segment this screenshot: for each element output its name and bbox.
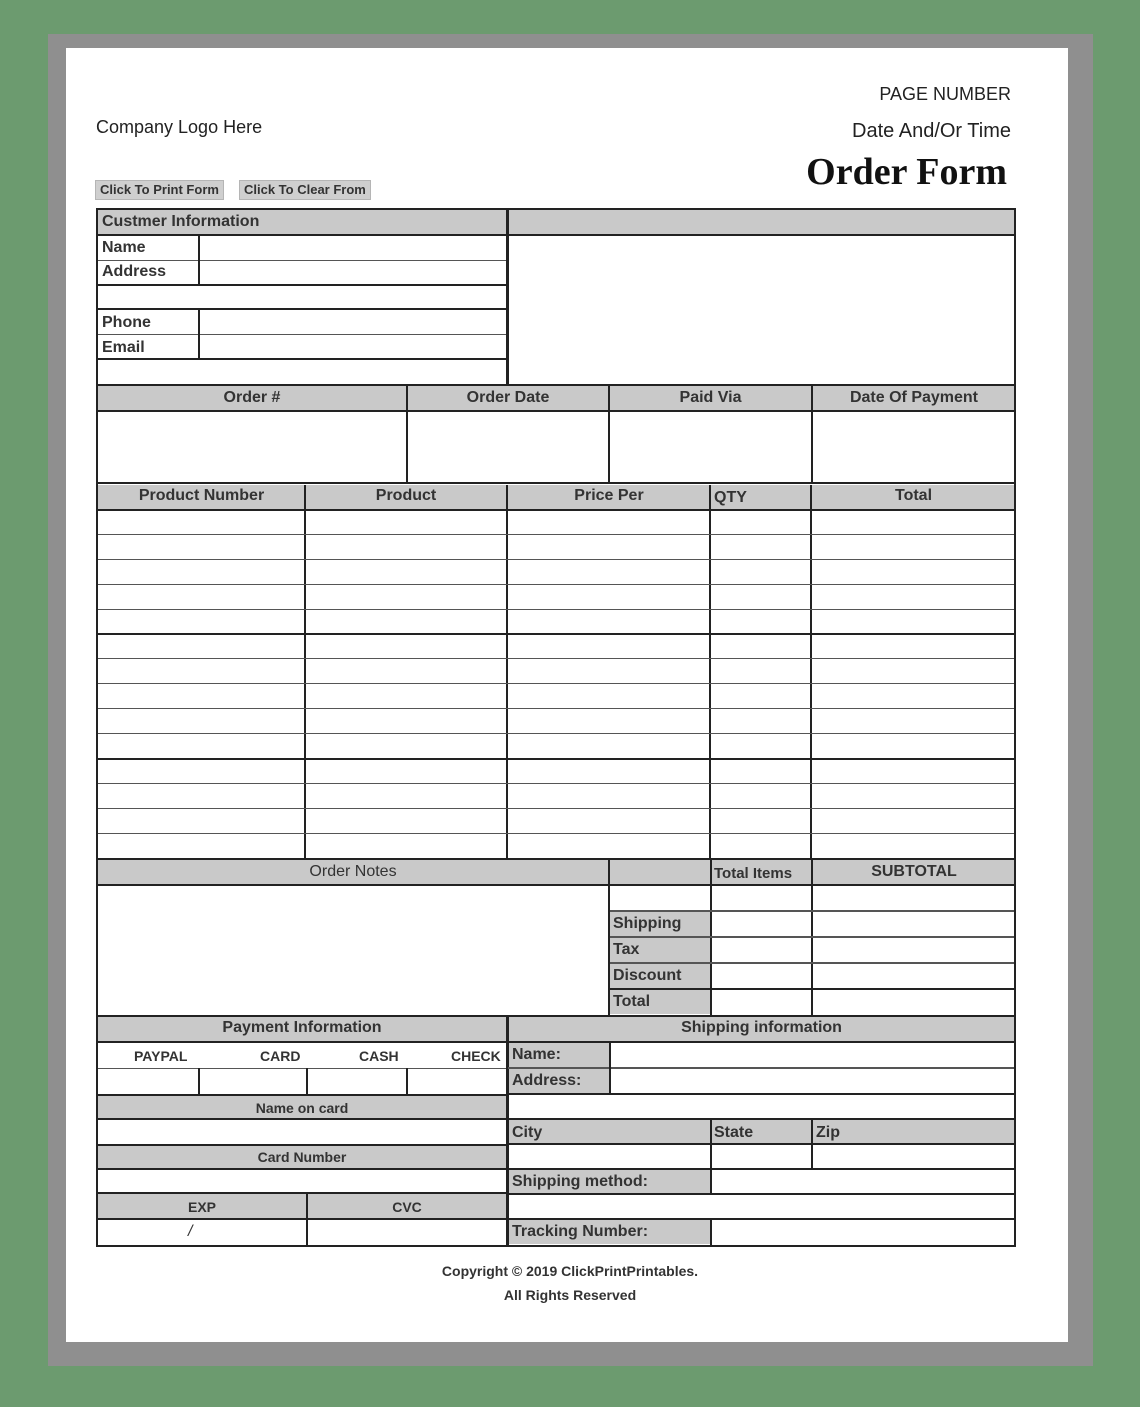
total-label: Total <box>613 993 651 1010</box>
row-line <box>98 260 506 261</box>
product-cell[interactable] <box>307 561 505 582</box>
product-cell[interactable] <box>712 810 809 831</box>
product-cell[interactable] <box>813 760 1013 781</box>
payment-heading: Payment Information <box>222 1019 382 1036</box>
product-col-line <box>506 485 508 858</box>
company-logo: Company Logo Here <box>96 117 263 137</box>
customer-email-field[interactable] <box>202 336 504 357</box>
subtotal-label: SUBTOTAL <box>871 863 957 880</box>
product-cell[interactable] <box>712 561 809 582</box>
product-cell[interactable] <box>509 635 708 656</box>
product-cell[interactable] <box>509 685 708 706</box>
product-cell[interactable] <box>100 785 303 806</box>
product-row-line <box>98 733 1015 734</box>
customer-phone-label: Phone <box>102 314 151 331</box>
row-line <box>98 1068 506 1069</box>
product-cell[interactable] <box>712 735 809 756</box>
product-cell[interactable] <box>712 586 809 607</box>
customer-address-field[interactable] <box>202 262 504 283</box>
city-field[interactable] <box>510 1146 708 1168</box>
cvc-label: CVC <box>392 1199 422 1215</box>
name-on-card-label: Name on card <box>255 1100 349 1116</box>
zip-label: Zip <box>816 1124 840 1141</box>
border <box>506 208 509 385</box>
order-notes-field[interactable] <box>100 888 606 1013</box>
product-cell[interactable] <box>712 710 809 731</box>
product-cell[interactable] <box>712 785 809 806</box>
col-line <box>406 1068 408 1094</box>
product-cell[interactable] <box>509 835 708 856</box>
product-cell[interactable] <box>307 685 505 706</box>
product-cell[interactable] <box>509 611 708 632</box>
exp-slash: / <box>188 1223 193 1240</box>
customer-heading: Custmer Information <box>102 213 260 230</box>
product-cell[interactable] <box>307 835 505 856</box>
tracking-field[interactable] <box>714 1221 1013 1244</box>
customer-name-field[interactable] <box>202 236 504 259</box>
product-cell[interactable] <box>100 760 303 781</box>
card-label: CARD <box>260 1048 301 1064</box>
product-cell[interactable] <box>712 536 809 557</box>
col-line <box>306 1068 308 1094</box>
shipping-heading: Shipping information <box>681 1019 842 1036</box>
product-cell[interactable] <box>100 586 303 607</box>
product-row-line <box>98 609 1015 610</box>
border-right <box>1014 208 1016 1247</box>
border <box>98 482 1015 484</box>
product-cell[interactable] <box>100 635 303 656</box>
product-cell[interactable] <box>100 835 303 856</box>
product-cell[interactable] <box>100 660 303 681</box>
col-line <box>710 860 712 1016</box>
product-cell[interactable] <box>813 785 1013 806</box>
date-of-payment-field[interactable] <box>815 413 1013 480</box>
product-cell[interactable] <box>813 810 1013 831</box>
product-row-line <box>98 708 1015 709</box>
name-on-card-field[interactable] <box>100 1121 504 1143</box>
paid-via-field[interactable] <box>612 413 809 480</box>
customer-address-label: Address <box>102 263 167 280</box>
product-cell[interactable] <box>307 536 505 557</box>
product-cell[interactable] <box>307 760 505 781</box>
customer-email-label: Email <box>102 339 145 356</box>
border-left <box>96 208 98 1247</box>
paypal-checkbox[interactable] <box>100 1070 196 1093</box>
cash-checkbox[interactable] <box>310 1070 404 1093</box>
discount-label: Discount <box>613 967 682 984</box>
product-row-line <box>98 783 1015 784</box>
product-row-line <box>98 683 1015 684</box>
product-cell[interactable] <box>100 685 303 706</box>
product-row-line <box>98 559 1015 560</box>
ship-address-line2-field[interactable] <box>510 1096 1013 1117</box>
col-line <box>710 1220 712 1246</box>
col-line <box>198 234 200 284</box>
total-header: Total <box>894 487 933 504</box>
product-col-line <box>304 485 306 858</box>
ship-address-label: Address: <box>512 1072 582 1089</box>
paid-via-header: Paid Via <box>679 389 742 406</box>
product-row-line <box>98 534 1015 535</box>
product-cell[interactable] <box>307 660 505 681</box>
page-title: Order Form <box>806 151 1007 193</box>
border <box>98 1015 1015 1017</box>
product-cell[interactable] <box>100 710 303 731</box>
col-line <box>609 1043 611 1093</box>
product-cell[interactable] <box>100 611 303 632</box>
product-cell[interactable] <box>813 611 1013 632</box>
product-cell[interactable] <box>100 735 303 756</box>
rights-text: All Rights Reserved <box>503 1287 637 1303</box>
border-bottom <box>96 1245 1016 1247</box>
product-cell[interactable] <box>307 785 505 806</box>
row-line <box>98 334 506 335</box>
page-number: PAGE NUMBER <box>879 84 1011 104</box>
product-cell[interactable] <box>307 511 505 532</box>
product-cell[interactable] <box>509 536 708 557</box>
product-cell[interactable] <box>712 660 809 681</box>
product-cell[interactable] <box>100 810 303 831</box>
product-cell[interactable] <box>307 710 505 731</box>
ship-method-field[interactable] <box>714 1171 1013 1192</box>
card-number-label: Card Number <box>257 1149 347 1165</box>
state-label: State <box>714 1124 754 1141</box>
paypal-label: PAYPAL <box>134 1048 188 1064</box>
product-cell[interactable] <box>813 536 1013 557</box>
product-cell[interactable] <box>100 536 303 557</box>
product-cell[interactable] <box>509 785 708 806</box>
row-line <box>508 1193 1015 1195</box>
product-row-line <box>98 833 1015 834</box>
product-header: Product <box>375 487 437 504</box>
product-cell[interactable] <box>100 561 303 582</box>
product-cell[interactable] <box>813 835 1013 856</box>
product-row-line <box>98 658 1015 659</box>
product-cell[interactable] <box>509 511 708 532</box>
ship-name-label: Name: <box>512 1046 561 1063</box>
product-cell[interactable] <box>813 586 1013 607</box>
product-cell[interactable] <box>509 710 708 731</box>
city-state-zip-bar <box>509 1120 1015 1145</box>
qty-header: QTY <box>714 489 747 506</box>
card-checkbox[interactable] <box>202 1070 304 1093</box>
order-notes-heading: Order Notes <box>309 863 397 880</box>
row-line <box>98 308 506 310</box>
customer-name-label: Name <box>102 239 146 256</box>
border <box>96 208 1016 210</box>
product-cell[interactable] <box>813 660 1013 681</box>
city-label: City <box>512 1124 543 1141</box>
check-label: CHECK <box>451 1048 501 1064</box>
product-cell[interactable] <box>100 511 303 532</box>
cvc-field[interactable] <box>310 1221 504 1244</box>
product-cell[interactable] <box>307 611 505 632</box>
date-time: Date And/Or Time <box>852 120 1011 142</box>
product-cell[interactable] <box>509 735 708 756</box>
product-row-line <box>98 584 1015 585</box>
col-line <box>710 1120 712 1169</box>
product-cell[interactable] <box>712 760 809 781</box>
product-cell[interactable] <box>813 735 1013 756</box>
product-cell[interactable] <box>509 760 708 781</box>
product-cell[interactable] <box>813 511 1013 532</box>
tracking-label: Tracking Number: <box>512 1223 649 1240</box>
product-cell[interactable] <box>813 561 1013 582</box>
product-cell[interactable] <box>813 635 1013 656</box>
exp-field[interactable] <box>100 1221 304 1244</box>
zip-field[interactable] <box>815 1146 1013 1168</box>
clear-form-button[interactable]: Click To Clear From <box>239 180 371 200</box>
product-cell[interactable] <box>712 685 809 706</box>
print-form-button[interactable]: Click To Print Form <box>95 180 224 200</box>
product-row-line <box>98 808 1015 809</box>
shipping-label: Shipping <box>613 915 682 932</box>
border <box>96 384 1016 386</box>
row-line <box>508 1041 1015 1043</box>
product-cell[interactable] <box>712 611 809 632</box>
date-of-payment-header: Date Of Payment <box>849 389 979 406</box>
order-number-field[interactable] <box>100 413 404 480</box>
product-cell[interactable] <box>813 710 1013 731</box>
row-line <box>98 358 506 360</box>
tax-label: Tax <box>613 941 640 958</box>
product-cell[interactable] <box>509 561 708 582</box>
product-number-header: Product Number <box>138 487 265 504</box>
ship-method-label: Shipping method: <box>512 1173 648 1190</box>
row-line <box>508 1067 1015 1069</box>
card-number-field[interactable] <box>100 1170 504 1191</box>
ship-blank-field[interactable] <box>510 1196 1013 1217</box>
product-cell[interactable] <box>712 835 809 856</box>
total-items-label: Total Items <box>714 865 793 882</box>
product-cell[interactable] <box>307 735 505 756</box>
product-col-line <box>709 485 711 858</box>
product-cell[interactable] <box>307 635 505 656</box>
order-date-field[interactable] <box>410 413 606 480</box>
col-line <box>811 1120 813 1169</box>
col-line <box>710 1170 712 1193</box>
col-line <box>811 860 813 1016</box>
ship-name-field[interactable] <box>613 1044 1013 1066</box>
product-cell[interactable] <box>509 586 708 607</box>
product-cell[interactable] <box>509 660 708 681</box>
product-cell[interactable] <box>307 810 505 831</box>
exp-label: EXP <box>187 1199 216 1215</box>
product-cell[interactable] <box>509 810 708 831</box>
state-field[interactable] <box>714 1146 809 1168</box>
product-cell[interactable] <box>712 511 809 532</box>
product-cell[interactable] <box>712 635 809 656</box>
row-line <box>98 284 506 286</box>
order-date-header: Order Date <box>466 389 550 406</box>
check-checkbox[interactable] <box>410 1070 504 1093</box>
ship-address-field[interactable] <box>613 1070 1013 1092</box>
cash-label: CASH <box>359 1048 399 1064</box>
customer-phone-field[interactable] <box>202 311 504 333</box>
col-line <box>198 1068 200 1094</box>
product-cell[interactable] <box>307 586 505 607</box>
price-per-header: Price Per <box>574 487 644 504</box>
order-number-header: Order # <box>223 389 281 406</box>
col-line <box>198 310 200 358</box>
border <box>98 858 1015 860</box>
product-cell[interactable] <box>813 685 1013 706</box>
product-col-line <box>810 485 812 858</box>
row-line <box>508 1093 1015 1095</box>
copyright-text: Copyright © 2019 ClickPrintPrintables. <box>441 1263 699 1279</box>
